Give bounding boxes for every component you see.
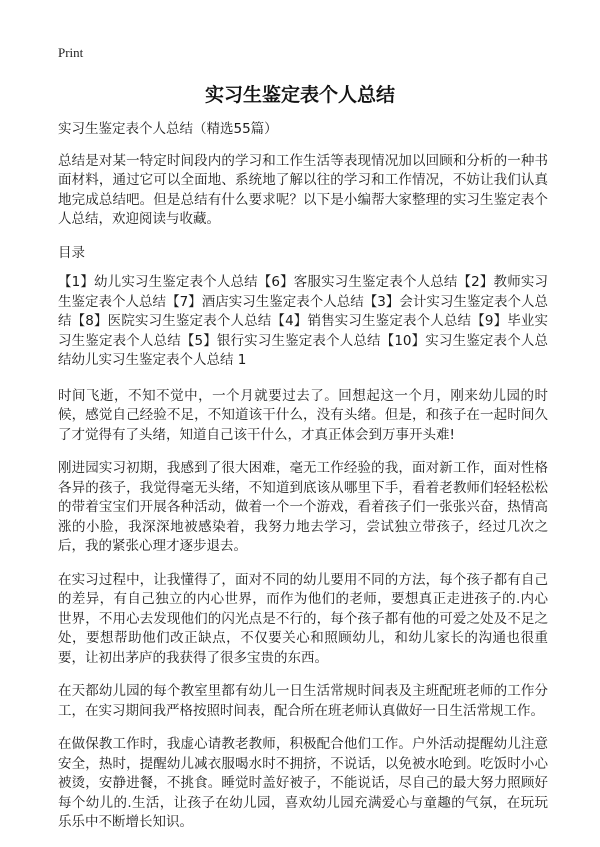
article-body	[58, 120, 548, 847]
toc-item-3[interactable]: 【3】会计实习生鉴定表个人总结	[58, 293, 548, 329]
print-link[interactable]: Print	[58, 45, 84, 60]
page-title: 实习生鉴定表个人总结	[204, 84, 395, 106]
toc-item-10[interactable]: 【10】实习生鉴定表个人总结	[58, 332, 548, 368]
table-of-contents	[58, 273, 548, 371]
toc-item-4[interactable]: 【4】销售实习生鉴定表个人总结	[271, 313, 472, 329]
body-paragraph: 在做保教工作时，我虚心请教老教师，积极配合他们工作。户外活动提醒幼儿注意安全，热时，提醒幼儿减衣服喝水时不拥挤，不说话，以免被水呛到。吃饭时小心被烫，安静进餐，不挑食。睡觉时盖好被子，不能说话，尽自己的最大努力照顾好每个幼儿的.生活，让孩子在幼儿园，喜欢幼儿园充满爱心与童趣的气氛，在玩玩乐乐中不断增长知识。	[58, 736, 548, 830]
body-paragraph: 刚进园实习初期，我感到了很大困难，毫无工作经验的我，面对新工作，面对性格各异的孩子，我觉得毫无头绪，不知道到底该从哪里下手，看着老教师们轻轻松松的带着宝宝们开展各种活动，做着一个一个游戏，看着孩子们一张张兴奋，热情高涨的小脸，我深深地被感染着，我努力地去学习，尝试独立带孩子，经过几次之后，我的紧张心理才逐步退去。	[58, 460, 548, 554]
toc-item-5[interactable]: 【5】银行实习生鉴定表个人总结	[180, 332, 381, 349]
toc-item-7[interactable]: 【7】酒店实习生鉴定表个人总结	[166, 293, 364, 310]
toc-item-6[interactable]: 【6】客服实习生鉴定表个人总结	[257, 274, 458, 290]
intro-paragraph: 总结是对某一特定时间段内的学习和工作生活等表现情况加以回顾和分析的一种书面材料，通过它可以全面地、系统地了解以往的学习和工作情况，不妨让我们认真地完成总结吧。但是总结有什么要求呢？以下是小编帮大家整理的实习生鉴定表个人总结，欢迎阅读与收藏。	[58, 152, 548, 227]
section-heading: 幼儿实习生鉴定表个人总结 1	[71, 352, 247, 368]
toc-item-9[interactable]: 【9】毕业实习生鉴定表个人总结	[58, 313, 549, 349]
body-paragraph: 时间飞逝，不知不觉中，一个月就要过去了。回想起这一个月，刚来幼儿园的时候，感觉自己经验不足，不知道该干什么，没有头绪。但是，和孩子在一起时间久了才觉得有了头绪，知道自己该干什么，才真正体会到万事开头难!	[58, 387, 548, 443]
toc-item-8[interactable]: 【8】医院实习生鉴定表个人总结	[71, 313, 272, 329]
body-paragraph: 在实习过程中，让我懂得了，面对不同的幼儿要用不同的方法，每个孩子都有自己的差异，有自己独立的内心世界，而作为他们的老师，要想真正走进孩子的.内心世界，不用心去发现他们的闪光点是不行的，每个孩子都有他的可爱之处及不足之处，要想帮助他们改正缺点，不仅要关心和照顾幼儿，和幼儿家长的沟通也很重要，让初出茅庐的我获得了很多宝贵的东西。	[58, 571, 548, 666]
toc-item-1[interactable]: 【1】幼儿实习生鉴定表个人总结	[58, 274, 258, 290]
body-paragraph: 在天都幼儿园的每个教室里都有幼儿一日生活常规时间表及主班配班老师的工作分工，在实习期间我严格按照时间表，配合所在班老师认真做好一日生活常规工作。	[58, 683, 548, 719]
article-subtitle: 实习生鉴定表个人总结（精选55篇）	[58, 121, 278, 137]
toc-item-2[interactable]: 【2】教师实习生鉴定表个人总结	[58, 274, 548, 310]
toc-heading: 目录	[58, 244, 85, 261]
